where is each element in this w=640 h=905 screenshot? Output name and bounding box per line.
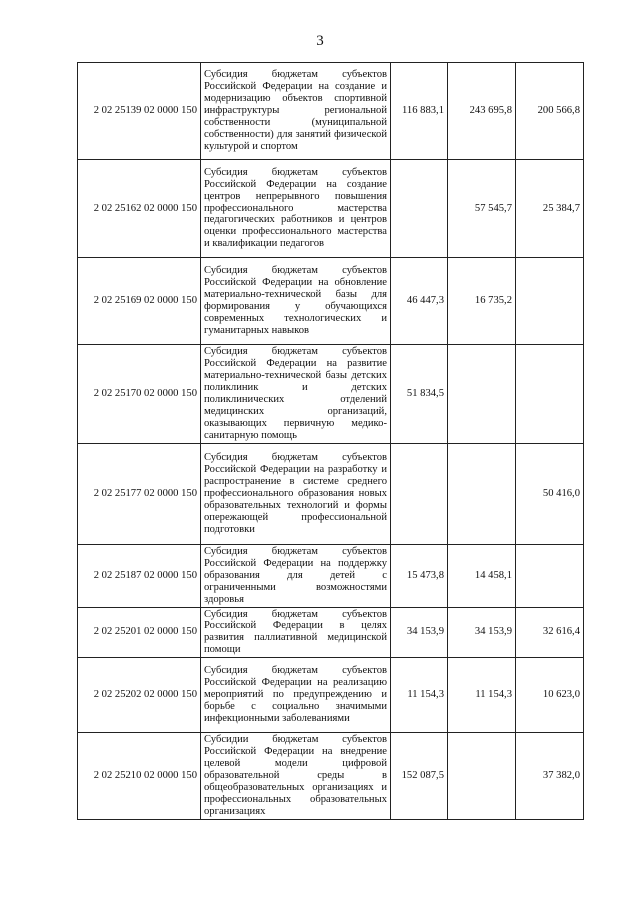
amount-cell-2: 16 735,2 <box>448 258 516 345</box>
table-row <box>78 444 584 545</box>
amount-cell-1: 11 154,3 <box>391 658 448 733</box>
amount-cell-1: 46 447,3 <box>391 258 448 345</box>
description-cell: Субсидии бюджетам субъектов Российской Федерации на внедрение целевой модели цифровой образовательной среды в общеобразовательных организациях и профессиональных образовательных организациях <box>201 733 391 820</box>
amount-cell-1: 116 883,1 <box>391 63 448 160</box>
amount-cell-2: 11 154,3 <box>448 658 516 733</box>
budget-code-cell: 2 02 25210 02 0000 150 <box>78 733 201 820</box>
table-row <box>78 545 584 608</box>
budget-code-cell: 2 02 25201 02 0000 150 <box>78 607 201 658</box>
description-cell: Субсидия бюджетам субъектов Российской Федерации на обновление материально-технической базы для формирования у обучающихся современных технологических и гуманитарных навыков <box>201 258 391 345</box>
description-cell: Субсидия бюджетам субъектов Российской Федерации на создание и модернизацию объектов спортивной инфраструктуры региональной собственности (муниципальной собственности) для занятий физической культурой и спортом <box>201 63 391 160</box>
amount-cell-1 <box>391 444 448 545</box>
budget-code-cell: 2 02 25177 02 0000 150 <box>78 444 201 545</box>
amount-cell-2 <box>448 444 516 545</box>
description-cell: Субсидия бюджетам субъектов Российской Федерации на реализацию мероприятий по предупреждению и борьбе с социально значимыми инфекционными заболеваниями <box>201 658 391 733</box>
amount-cell-3 <box>516 545 584 608</box>
description-cell: Субсидия бюджетам субъектов Российской Федерации на развитие материально-технической базы детских поликлиник и детских поликлинических отделений медицинских организаций, оказывающих первичную медико-санитарную помощь <box>201 345 391 444</box>
amount-cell-3: 200 566,8 <box>516 63 584 160</box>
budget-code-cell: 2 02 25187 02 0000 150 <box>78 545 201 608</box>
amount-cell-3: 25 384,7 <box>516 160 584 258</box>
description-cell: Субсидия бюджетам субъектов Российской Федерации на создание центров непрерывного повышения профессионального мастерства педагогических работников и центров оценки профессионального мастерства и квалификации педагогов <box>201 160 391 258</box>
amount-cell-1: 34 153,9 <box>391 607 448 658</box>
amount-cell-3: 10 623,0 <box>516 658 584 733</box>
amount-cell-2 <box>448 733 516 820</box>
amount-cell-2: 243 695,8 <box>448 63 516 160</box>
amount-cell-3: 37 382,0 <box>516 733 584 820</box>
description-cell: Субсидия бюджетам субъектов Российской Федерации на поддержку образования для детей с ограниченными возможностями здоровья <box>201 545 391 608</box>
amount-cell-1: 51 834,5 <box>391 345 448 444</box>
description-cell: Субсидия бюджетам субъектов Российской Федерации на разработку и распространение в системе среднего профессионального образования новых образовательных технологий и формы опережающей профессиональной подготовки <box>201 444 391 545</box>
amount-cell-2: 14 458,1 <box>448 545 516 608</box>
table-row <box>78 258 584 345</box>
budget-code-cell: 2 02 25139 02 0000 150 <box>78 63 201 160</box>
amount-cell-2: 34 153,9 <box>448 607 516 658</box>
amount-cell-2: 57 545,7 <box>448 160 516 258</box>
page-number: 3 <box>316 33 324 49</box>
budget-table <box>77 62 584 820</box>
budget-code-cell: 2 02 25202 02 0000 150 <box>78 658 201 733</box>
amount-cell-1: 152 087,5 <box>391 733 448 820</box>
amount-cell-1: 15 473,8 <box>391 545 448 608</box>
budget-code-cell: 2 02 25169 02 0000 150 <box>78 258 201 345</box>
amount-cell-2 <box>448 345 516 444</box>
table-row <box>78 658 584 733</box>
table-row <box>78 160 584 258</box>
description-cell: Субсидия бюджетам субъектов Российской Федерации в целях развития паллиативной медицинской помощи <box>201 607 391 658</box>
amount-cell-3 <box>516 345 584 444</box>
budget-code-cell: 2 02 25162 02 0000 150 <box>78 160 201 258</box>
table-row <box>78 63 584 160</box>
table-row <box>78 607 584 658</box>
amount-cell-3: 50 416,0 <box>516 444 584 545</box>
amount-cell-1 <box>391 160 448 258</box>
amount-cell-3: 32 616,4 <box>516 607 584 658</box>
table-row <box>78 733 584 820</box>
table-row <box>78 345 584 444</box>
budget-code-cell: 2 02 25170 02 0000 150 <box>78 345 201 444</box>
amount-cell-3 <box>516 258 584 345</box>
